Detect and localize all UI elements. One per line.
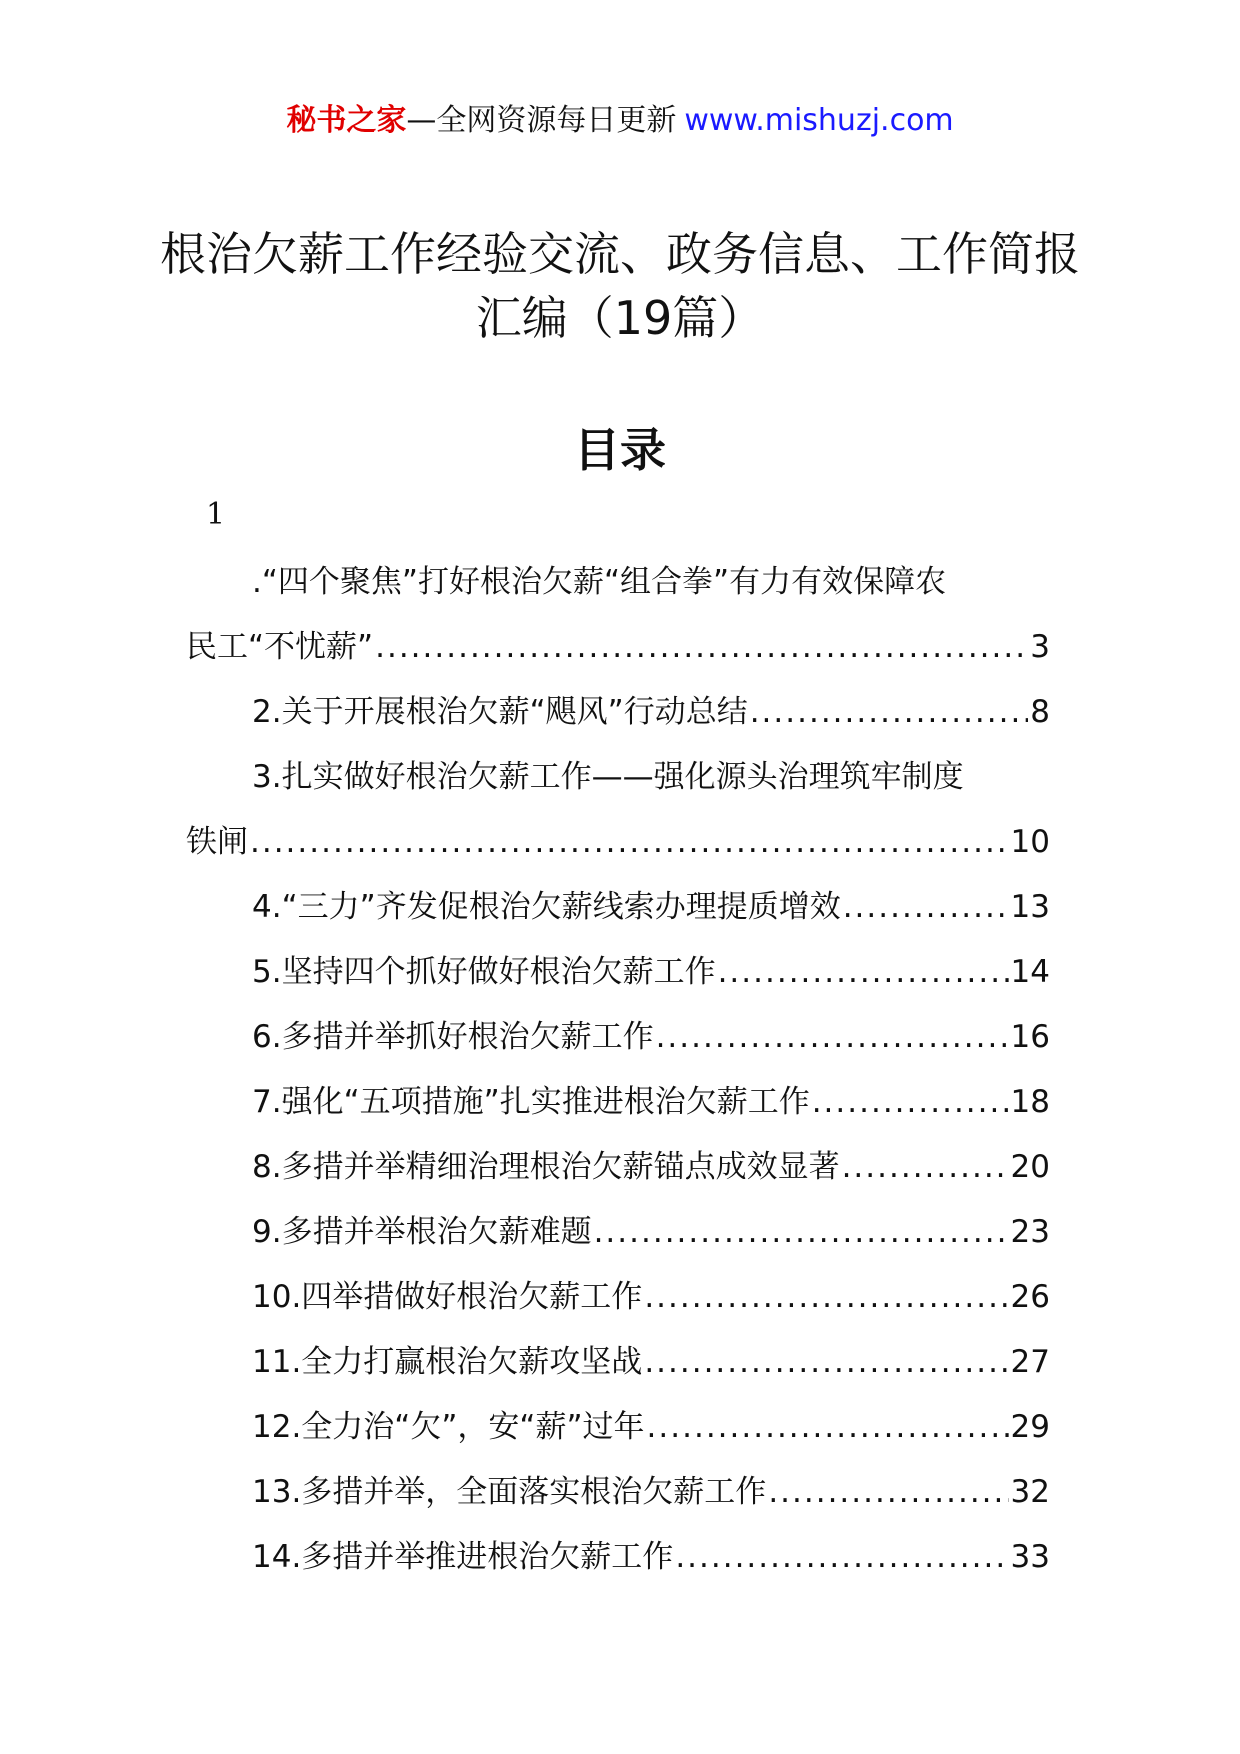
toc-entry-title: 13.多措并举，全面落实根治欠薪工作 [252,1474,767,1510]
toc-entry[interactable] [186,1005,1050,1070]
toc-entry[interactable] [186,1200,1050,1265]
toc-entry-line [186,1460,1050,1525]
dot-leader [647,1395,1009,1460]
site-header [0,100,1240,142]
header-slogan: —全网资源每日更新 [406,103,677,138]
toc-page-number: 32 [1010,1474,1050,1510]
toc-page-number: 33 [1010,1539,1050,1575]
toc-entry-title: 3.扎实做好根治欠薪工作——强化源头治理筑牢制度 [252,759,964,795]
toc-entry-line [186,1005,1050,1070]
dot-leader [768,1460,1008,1525]
toc-entry-title: 10.四举措做好根治欠薪工作 [252,1279,643,1315]
dot-leader [718,940,1009,1005]
toc-entry-line [186,810,1050,875]
toc-entry-line [186,1330,1050,1395]
toc-page-number: 23 [1010,1214,1050,1250]
toc-entry[interactable] [186,1525,1050,1590]
toc-entry-title: 2.关于开展根治欠薪“飓风”行动总结 [252,694,748,730]
dot-leader [843,875,1009,940]
dot-leader [644,1330,1008,1395]
toc-entry-title: 8.多措并举精细治理根治欠薪锚点成效显著 [252,1149,840,1185]
toc-entry[interactable] [186,550,1050,680]
toc-page-number: 20 [1010,1149,1050,1185]
toc-entry-line [186,1525,1050,1590]
toc-entry-title-continued: 民工“不忧薪” [186,629,374,665]
site-url-link[interactable]: www.mishuzj.com [684,103,954,138]
dot-leader [594,1200,1009,1265]
toc-entry-title: 12.全力治“欠”，安“薪”过年 [252,1409,645,1445]
toc-page-number: 3 [1030,629,1050,665]
page-marker: 1 [206,497,226,532]
toc-heading: 目录 [574,423,666,477]
toc-entry-line [186,1070,1050,1135]
toc-entry[interactable] [186,1135,1050,1200]
toc-entry-title: 14.多措并举推进根治欠薪工作 [252,1539,674,1575]
dot-leader [842,1135,1009,1200]
toc-entry-line [186,1395,1050,1460]
toc-page-number: 13 [1010,889,1050,925]
toc-page-number: 8 [1030,694,1050,730]
document-title: 根治欠薪工作经验交流、政务信息、工作简报汇编（19篇） [160,227,1080,345]
toc-entry[interactable] [186,1330,1050,1395]
table-of-contents [186,550,1050,1590]
toc-entry-line [186,1265,1050,1330]
toc-entry-title: 11.全力打赢根治欠薪攻坚战 [252,1344,643,1380]
dot-leader [644,1265,1008,1330]
toc-entry-title: 7.强化“五项措施”扎实推进根治欠薪工作 [252,1084,810,1120]
toc-entry-line [186,615,1050,680]
dot-leader [675,1525,1008,1590]
toc-entry[interactable] [186,875,1050,940]
toc-entry[interactable] [186,680,1050,745]
toc-entry[interactable] [186,1395,1050,1460]
toc-entry-line [186,745,1050,810]
toc-page-number: 26 [1010,1279,1050,1315]
toc-entry-line [186,1200,1050,1265]
toc-page-number: 10 [1010,824,1050,860]
dot-leader [750,680,1029,745]
toc-entry[interactable] [186,940,1050,1005]
toc-page-number: 29 [1010,1409,1050,1445]
dot-leader [375,615,1028,680]
toc-entry-title: 6.多措并举抓好根治欠薪工作 [252,1019,654,1055]
dot-leader [656,1005,1009,1070]
toc-entry-line [186,875,1050,940]
toc-page-number: 27 [1010,1344,1050,1380]
toc-entry-line [186,550,1050,615]
dot-leader [250,810,1009,875]
toc-entry[interactable] [186,1070,1050,1135]
dot-leader [812,1070,1009,1135]
toc-entry-title: 9.多措并举根治欠薪难题 [252,1214,592,1250]
toc-entry-line [186,940,1050,1005]
toc-entry[interactable] [186,1460,1050,1525]
toc-page-number: 18 [1010,1084,1050,1120]
toc-entry[interactable] [186,1265,1050,1330]
toc-page-number: 14 [1010,954,1050,990]
toc-entry[interactable] [186,745,1050,875]
toc-entry-title: .“四个聚焦”打好根治欠薪“组合拳”有力有效保障农 [252,564,947,600]
toc-entry-line [186,1135,1050,1200]
toc-entry-title-continued: 铁闸 [186,824,248,860]
brand-name: 秘书之家 [286,103,407,138]
toc-entry-title: 5.坚持四个抓好做好根治欠薪工作 [252,954,716,990]
toc-page-number: 16 [1010,1019,1050,1055]
toc-entry-line [186,680,1050,745]
toc-entry-title: 4.“三力”齐发促根治欠薪线索办理提质增效 [252,889,841,925]
